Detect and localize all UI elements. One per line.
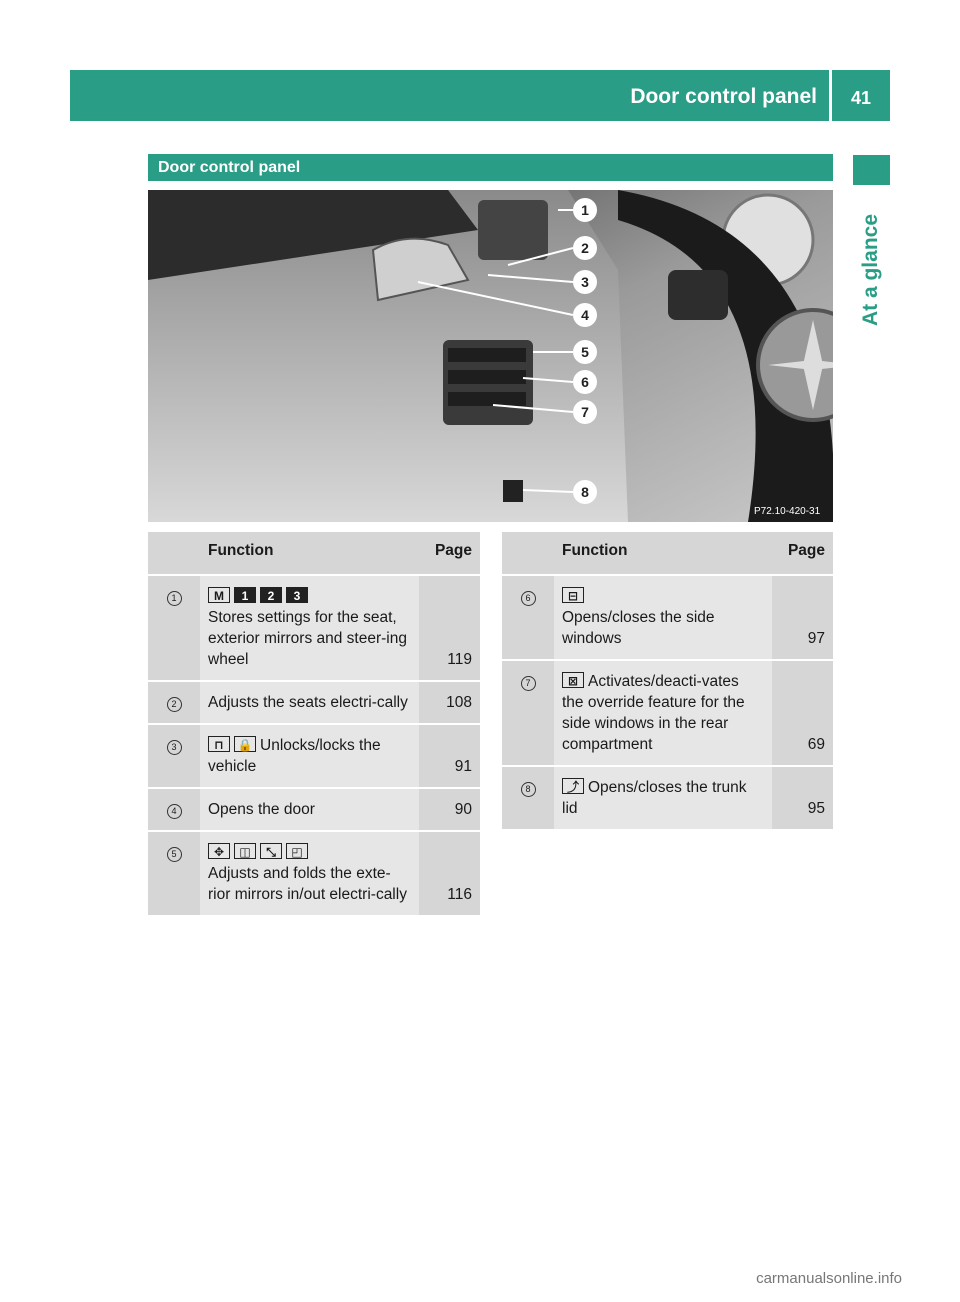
table-header-page: Page [419,532,480,576]
header-title: Door control panel [630,85,817,108]
photo-callout-5 [573,340,597,364]
table-row [148,682,480,725]
row-description: Opens/closes the side windows [562,609,715,647]
row-function [200,682,419,725]
photo-code: P72.10-420-31 [754,506,821,517]
callout-label-8: 8 [581,484,589,500]
callout-label-2: 2 [581,240,589,256]
control-symbol-icon: ◫ [234,843,256,859]
row-page: 116 [419,832,480,917]
row-description: Unlocks/locks the vehicle [208,737,381,775]
row-function [200,789,419,832]
control-symbol-icon: M [208,587,230,603]
chapter-tab [853,155,890,185]
row-function [554,661,772,767]
table-header-page: Page [772,532,833,576]
row-page: 69 [772,661,833,767]
row-symbols [208,737,260,754]
callout-label-4: 4 [581,307,589,323]
row-number [502,767,554,831]
row-number [502,661,554,767]
photo-callout-7 [573,400,597,424]
photo-callout-3 [573,270,597,294]
table-header-function: Function [200,532,419,576]
row-number [148,576,200,682]
row-page: 119 [419,576,480,682]
row-description: Adjusts the seats electri-cally [208,694,408,711]
control-symbol-icon: ⤡ [260,843,282,859]
row-number-circle: 4 [167,804,182,819]
row-number [148,789,200,832]
row-number-circle: 2 [167,697,182,712]
control-symbol-icon: ⤴ [562,778,584,794]
page-header [70,70,890,121]
row-description: Adjusts and folds the exte-rior mirrors in/out electri-cally [208,865,407,903]
photo-callout-1 [573,198,597,222]
row-number-circle: 7 [521,676,536,691]
control-symbol-icon: ⊓ [208,736,230,752]
control-symbol-icon: 3 [286,587,308,603]
table-row [148,789,480,832]
callout-label-7: 7 [581,404,589,420]
table-row [502,576,833,661]
chapter-label [853,200,890,340]
chapter-label-text: At a glance [859,213,883,327]
control-symbol-icon: ◰ [286,843,308,859]
table-row [502,767,833,831]
page-number: 41 [850,88,872,108]
door-panel-photo [148,190,833,522]
control-symbol-icon: 1 [234,587,256,603]
function-table-right-body [502,576,833,831]
row-number-circle: 5 [167,847,182,862]
table-header-function: Function [554,532,772,576]
callout-label-6: 6 [581,374,589,390]
photo-callout-8 [573,480,597,504]
control-symbol-icon: 🔒 [234,736,256,752]
table-row [148,832,480,917]
control-symbol-icon: ⊟ [562,587,584,603]
row-function [554,767,772,831]
table-row [148,725,480,789]
row-number [148,682,200,725]
row-number [148,725,200,789]
function-table-right [502,532,833,831]
row-function [200,576,419,682]
row-function [200,725,419,789]
control-symbol-icon: ⊠ [562,672,584,688]
row-symbols [208,844,312,861]
door-panel-illustration [148,190,833,522]
row-description: Activates/deacti-vates the override feature for the side windows in the rear compartment [562,673,745,753]
row-symbols [208,588,312,605]
row-number-circle: 6 [521,591,536,606]
callout-label-3: 3 [581,274,589,290]
row-description: Opens/closes the trunk lid [562,779,747,817]
row-number-circle: 3 [167,740,182,755]
photo-callout-6 [573,370,597,394]
callout-label-5: 5 [581,344,589,360]
row-description: Stores settings for the seat, exterior mirrors and steer-ing wheel [208,609,407,668]
row-symbols [562,588,588,605]
row-function [554,576,772,661]
row-description: Opens the door [208,801,315,818]
photo-callout-2 [573,236,597,260]
row-page: 95 [772,767,833,831]
function-table-left-body [148,576,480,917]
row-page: 108 [419,682,480,725]
photo-callout-4 [573,303,597,327]
table-row [148,576,480,682]
callout-label-1: 1 [581,202,589,218]
table-header-num [148,532,200,576]
row-number-circle: 1 [167,591,182,606]
table-header-num [502,532,554,576]
section-title: Door control panel [148,154,833,181]
row-number [148,832,200,917]
row-page: 97 [772,576,833,661]
row-page: 91 [419,725,480,789]
row-page: 90 [419,789,480,832]
row-number [502,576,554,661]
control-symbol-icon: 2 [260,587,282,603]
row-symbols [562,779,588,796]
watermark: carmanualsonline.info [756,1270,902,1287]
table-row [502,661,833,767]
function-table-left [148,532,480,917]
row-symbols [562,673,588,690]
row-number-circle: 8 [521,782,536,797]
row-function [200,832,419,917]
control-symbol-icon: ✥ [208,843,230,859]
